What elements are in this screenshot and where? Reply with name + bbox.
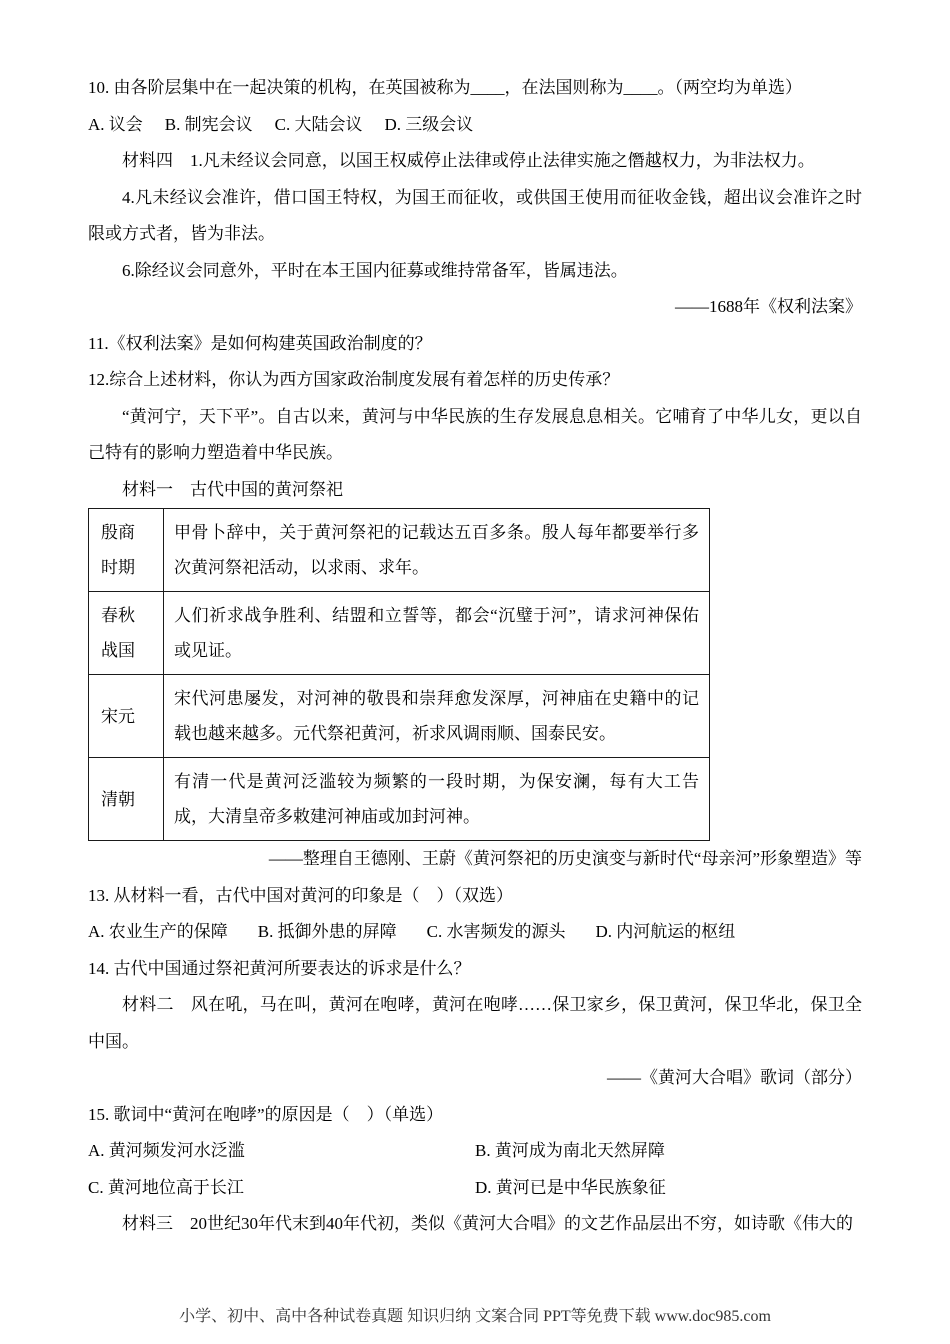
q10-option-a: A. 议会	[88, 114, 143, 134]
q13-option-d: D. 内河航运的枢纽	[595, 922, 736, 941]
question-13-options	[88, 914, 862, 951]
question-10-text: 10. 由各阶层集中在一起决策的机构，在英国被称为____，在法国则称为____。（两空均为单选）	[88, 78, 802, 97]
material-3-text: 材料三 20世纪30年代末到40年代初，类似《黄河大合唱》的文艺作品层出不穷，如诗歌《伟大的	[122, 1214, 853, 1233]
q10-option-d: D. 三级会议	[384, 114, 474, 134]
question-15-text: 15. 歌词中“黄河在咆哮”的原因是（ ）（单选）	[88, 1104, 444, 1124]
q15-option-a: A. 黄河频发河水泛滥	[88, 1141, 245, 1160]
table-row	[89, 592, 710, 675]
yellow-river-intro: “黄河宁，天下平”。自古以来，黄河与中华民族的生存发展息息相关。它哺育了中华儿女，更以自己特有的影响力塑造着中华民族。	[88, 406, 862, 462]
q15-option-c: C. 黄河地位高于长江	[88, 1177, 244, 1197]
period-cell: 清朝	[89, 758, 164, 841]
material-4-source: ——1688年《权利法案》	[675, 297, 862, 316]
table-row	[89, 758, 710, 841]
material-1-table	[88, 508, 710, 841]
material-2-text: 材料二 风在吼，马在叫，黄河在咆哮，黄河在咆哮……保卫家乡，保卫黄河，保卫华北，保卫全中国。	[88, 995, 862, 1051]
material-4-paragraph-1: 材料四 1.凡未经议会同意，以国王权威停止法律或停止法律实施之僭越权力，为非法权力。	[122, 151, 815, 170]
material-4-paragraph-3: 6.除经议会同意外，平时在本王国内征募或维持常备军，皆属违法。	[122, 260, 628, 280]
material-2-source: ——《黄河大合唱》歌词（部分）	[607, 1068, 862, 1087]
table-row	[89, 675, 710, 758]
q10-option-b: B. 制宪会议	[164, 114, 253, 134]
desc-cell: 有清一代是黄河泛滥较为频繁的一段时期，为保安澜，每有大工告成，大清皇帝多敕建河神庙或加封河神。	[164, 758, 710, 841]
material-4-paragraph-2: 4.凡未经议会准许，借口国王特权，为国王而征收，或供国王使用而征收金钱，超出议会准许之时限或方式者，皆为非法。	[88, 187, 862, 243]
period-cell: 春秋战国	[89, 592, 164, 675]
period-cell: 殷商时期	[89, 509, 164, 592]
table-row	[89, 509, 710, 592]
material-1-title: 材料一 古代中国的黄河祭祀	[122, 479, 343, 499]
question-15-options	[88, 1133, 862, 1206]
q10-option-c: C. 大陆会议	[274, 114, 363, 134]
q13-option-c: C. 水害频发的源头	[426, 922, 566, 941]
question-12-text: 12.综合上述材料，你认为西方国家政治制度发展有着怎样的历史传承？	[88, 370, 620, 389]
q15-option-b: B. 黄河成为南北天然屏障	[475, 1141, 665, 1160]
period-cell: 宋元	[89, 675, 164, 758]
question-10-options	[88, 107, 862, 144]
desc-cell: 人们祈求战争胜利、结盟和立誓等，都会“沉璧于河”，请求河神保佑或见证。	[164, 592, 710, 675]
desc-cell: 甲骨卜辞中，关于黄河祭祀的记载达五百多条。殷人每年都要举行多次黄河祭祀活动，以求雨、求年。	[164, 509, 710, 592]
q13-option-a: A. 农业生产的保障	[88, 922, 228, 941]
question-14-text: 14. 古代中国通过祭祀黄河所要表达的诉求是什么？	[88, 958, 471, 978]
q13-option-b: B. 抵御外患的屏障	[257, 922, 397, 941]
material-1-source: ——整理自王德刚、王蔚《黄河祭祀的历史演变与新时代“母亲河”形象塑造》等	[268, 849, 862, 868]
question-11-text: 11.《权利法案》是如何构建英国政治制度的？	[88, 333, 432, 353]
q15-option-d: D. 黄河已是中华民族象征	[475, 1177, 666, 1197]
site-footer: 小学、初中、高中各种试卷真题 知识归纳 文案合同 PPT等免费下载 www.doc985.com	[179, 1308, 771, 1325]
desc-cell: 宋代河患屡发，对河神的敬畏和崇拜愈发深厚，河神庙在史籍中的记载也越来越多。元代祭祀黄河，祈求风调雨顺、国泰民安。	[164, 675, 710, 758]
question-13-text: 13. 从材料一看，古代中国对黄河的印象是（ ）（双选）	[88, 885, 513, 905]
